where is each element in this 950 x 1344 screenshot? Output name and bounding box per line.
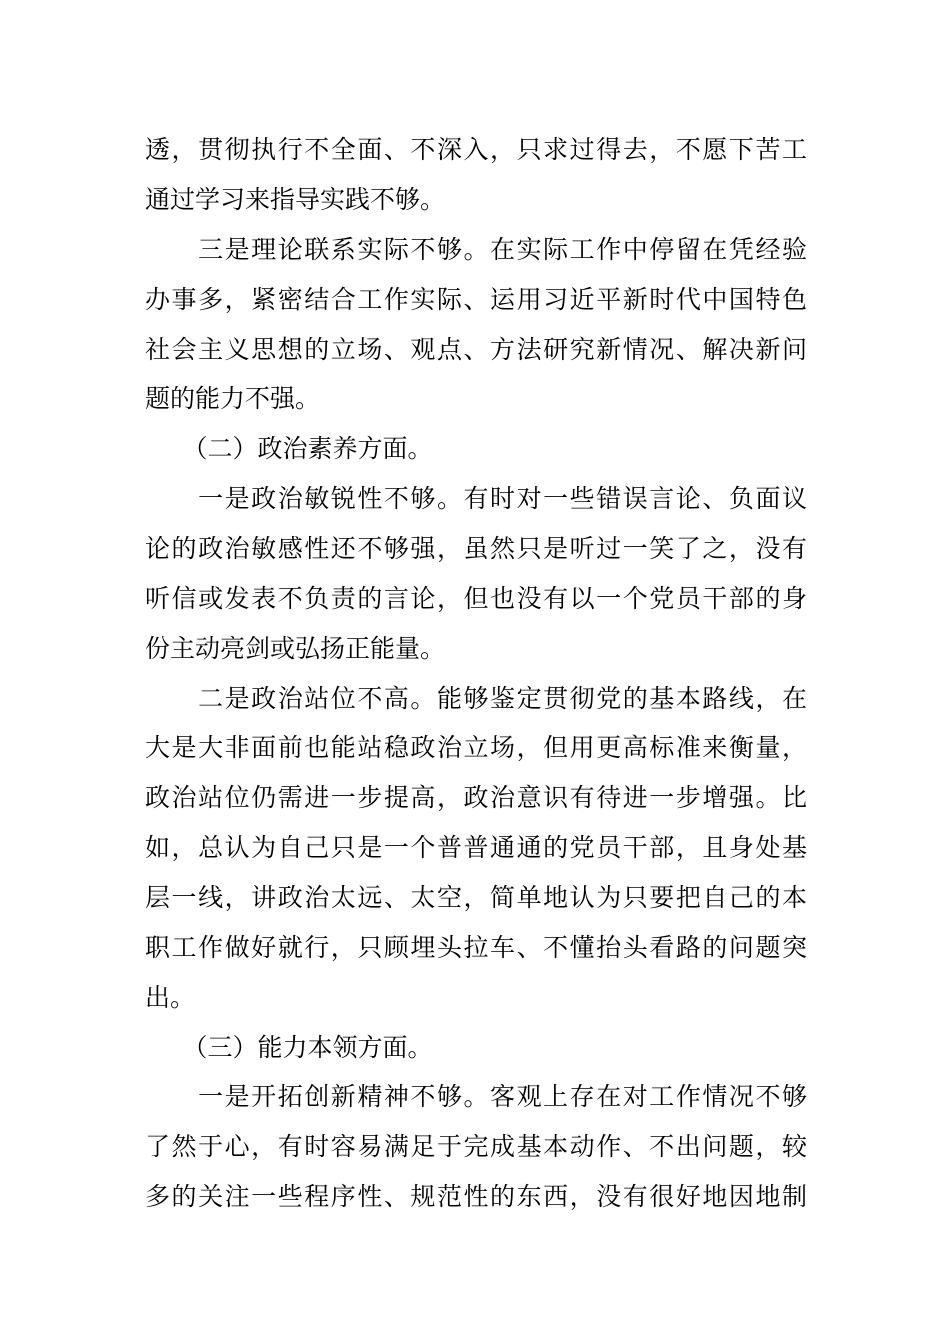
text-line: 三是理论联系实际不够。在实际工作中停留在凭经验	[145, 235, 807, 264]
text-line: 份主动亮剑或弘扬正能量。	[145, 634, 446, 663]
text-line: 了然于心，有时容易满足于完成基本动作、不出问题，较	[145, 1132, 807, 1161]
text-line: 一是开拓创新精神不够。客观上存在对工作情况不够	[145, 1082, 807, 1111]
text-line: 大是大非面前也能站稳政治立场，但用更高标准来衡量，	[145, 733, 807, 762]
text-line: 论的政治敏感性还不够强，虽然只是听过一笑了之，没有	[145, 534, 807, 563]
text-line: 办事多，紧密结合工作实际、运用习近平新时代中国特色	[145, 285, 807, 314]
section-heading: （二）政治素养方面。	[145, 434, 433, 463]
text-line: 一是政治敏锐性不够。有时对一些错误言论、负面议	[145, 484, 807, 513]
text-line: 层一线，讲政治太远、太空，简单地认为只要把自己的本	[145, 883, 807, 912]
text-line: 政治站位仍需进一步提高，政治意识有待进一步增强。比	[145, 783, 807, 812]
text-line: 多的关注一些程序性、规范性的东西，没有很好地因地制	[145, 1182, 807, 1211]
text-line: 职工作做好就行，只顾埋头拉车、不懂抬头看路的问题突	[145, 933, 807, 962]
text-line: 如，总认为自己只是一个普普通通的党员干部，且身处基	[145, 833, 807, 862]
text-line: 社会主义思想的立场、观点、方法研究新情况、解决新问	[145, 335, 807, 364]
text-line: 题的能力不强。	[145, 384, 321, 413]
text-line: 听信或发表不负责的言论，但也没有以一个党员干部的身	[145, 584, 807, 613]
section-heading: （三）能力本领方面。	[145, 1033, 433, 1062]
text-line: 通过学习来指导实践不够。	[145, 185, 446, 214]
text-line: 透，贯彻执行不全面、不深入，只求过得去，不愿下苦工	[145, 135, 807, 164]
text-line: 出。	[145, 983, 196, 1012]
text-line: 二是政治站位不高。能够鉴定贯彻党的基本路线，在	[145, 684, 807, 713]
